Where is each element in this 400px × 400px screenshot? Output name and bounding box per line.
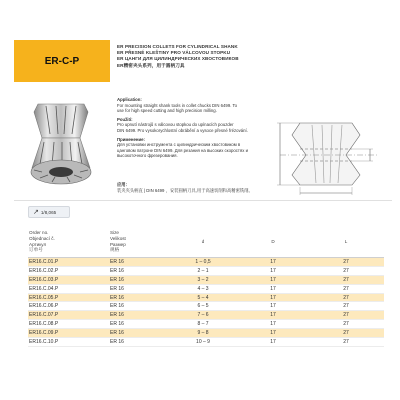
- column-header-size-cz: Velikost: [110, 235, 126, 241]
- section-divider: [14, 200, 392, 201]
- cell-D: 17: [270, 338, 276, 345]
- column-header-L: [308, 226, 384, 257]
- cell-d: 5 – 4: [197, 294, 209, 301]
- application-text-en-1: For mounting straight shank tools in collet chucks DIN 6499. To: [117, 102, 238, 108]
- product-code-title: [14, 40, 110, 82]
- table-header: [28, 226, 384, 258]
- column-header-size: [110, 226, 168, 257]
- column-header-order-en: Order no.: [29, 230, 49, 236]
- product-subtitles: [117, 44, 387, 69]
- cell-size: ER 16: [110, 321, 124, 328]
- table-row: [28, 276, 384, 285]
- application-text-en-2: use for high speed cutting and high precision milling.: [117, 108, 217, 114]
- subtitle-en: ER PRECISION COLLETS FOR CYLINDRICAL SHANK: [117, 44, 238, 49]
- cell-size: ER 16: [110, 338, 124, 345]
- product-table: [28, 226, 384, 347]
- cell-D: 17: [270, 330, 276, 337]
- cell-d: 1 – 0,5: [195, 258, 211, 265]
- cell-L: 27: [343, 330, 349, 337]
- cell-L: 27: [343, 294, 349, 301]
- cell-order: ER16.C.07.P: [29, 312, 59, 319]
- cell-L: 27: [343, 285, 349, 292]
- cell-D: 17: [270, 258, 276, 265]
- application-heading-cz: Použití:: [117, 116, 133, 122]
- cell-order: ER16.C.01.P: [29, 258, 59, 265]
- table-row: [28, 285, 384, 294]
- column-header-L-label: L: [344, 238, 348, 244]
- cell-d: 4 – 3: [197, 285, 209, 292]
- application-heading-cn: 应用：: [117, 182, 130, 187]
- collet-product-image: [12, 98, 110, 198]
- cell-size: ER 16: [110, 303, 124, 310]
- application-text-cn: 装夹夹头柄直 | DIN 6499 ，安装圆柄刀具,用于高速切削和高精密铣削。: [117, 187, 253, 193]
- cell-d: 3 – 2: [197, 276, 209, 283]
- cell-d: 7 – 6: [197, 312, 209, 319]
- column-header-size-ru: Размер: [110, 241, 126, 247]
- column-header-d-label: d: [201, 238, 205, 244]
- cell-d: 8 – 7: [197, 321, 209, 328]
- cell-L: 27: [343, 321, 349, 328]
- cell-order: ER16.C.08.P: [29, 321, 59, 328]
- table-row: [28, 311, 384, 320]
- product-code-label: ER-C-P: [44, 55, 80, 67]
- cell-d: 2 – 1: [197, 267, 209, 274]
- cell-size: ER 16: [110, 258, 124, 265]
- cell-D: 17: [270, 303, 276, 310]
- cell-L: 27: [343, 276, 349, 283]
- subtitle-cz: ER PŘESNÉ KLEŠTINY PRO VÁLCOVOU STOPKU: [117, 50, 231, 56]
- cell-size: ER 16: [110, 294, 124, 301]
- cell-d: 6 – 5: [197, 303, 209, 310]
- table-row: [28, 320, 384, 329]
- cell-L: 27: [343, 303, 349, 310]
- column-header-order-cz: Objednací č.: [29, 235, 55, 241]
- table-row: [28, 302, 384, 311]
- cell-size: ER 16: [110, 285, 124, 292]
- column-header-size-cn: 规格: [110, 247, 120, 253]
- column-header-d: [168, 226, 238, 257]
- cell-size: ER 16: [110, 330, 124, 337]
- table-row: [28, 267, 384, 276]
- column-header-order-ru: Артикул: [29, 241, 47, 247]
- subtitle-cn: ER精密夹头系列，用于圆柄刀具: [117, 62, 185, 68]
- application-heading-en: Application:: [117, 97, 142, 102]
- cell-D: 17: [270, 312, 276, 319]
- application-text-cz-1: Pro upnutí nástrojů s válcovou stopkou do upínacích pouzder: [117, 122, 234, 128]
- cell-L: 27: [343, 338, 349, 345]
- cell-d: 9 – 8: [197, 330, 209, 337]
- cell-L: 27: [343, 258, 349, 265]
- cell-size: ER 16: [110, 312, 124, 319]
- cell-L: 27: [343, 312, 349, 319]
- cell-L: 27: [343, 267, 349, 274]
- application-text-ru-1: Для установки инструмента с цилиндрическим хвостовиком в: [117, 142, 241, 148]
- application-text-ru-2: цанговом патроне DIN 6499. Для резания на высоких скоростях и: [117, 147, 248, 153]
- cell-order: ER16.C.04.P: [29, 285, 59, 292]
- table-row: [28, 329, 384, 338]
- column-header-size-en: Size: [110, 230, 119, 236]
- cell-D: 17: [270, 285, 276, 292]
- application-text-cz-2: DIN 6499. Pro vysokorychlostní obrábění a vysoce přesné frézování.: [117, 127, 248, 133]
- application-heading-ru: Применение:: [117, 136, 145, 142]
- cell-D: 17: [270, 294, 276, 301]
- collet-technical-drawing: [260, 105, 390, 195]
- cell-order: ER16.C.09.P: [29, 330, 59, 337]
- page-reference-label: 1/8,065: [40, 209, 57, 215]
- cell-d: 10 – 9: [196, 338, 210, 345]
- column-header-order-cn: 订单号: [29, 247, 43, 253]
- column-header-order: [28, 226, 110, 257]
- page-reference-badge[interactable]: [28, 206, 70, 218]
- table-row: [28, 258, 384, 267]
- cell-order: ER16.C.02.P: [29, 267, 59, 274]
- cell-D: 17: [270, 321, 276, 328]
- table-row: [28, 294, 384, 303]
- application-description: [117, 97, 267, 159]
- table-row: [28, 338, 384, 347]
- application-text-ru-3: высокоточного фрезерования.: [117, 153, 178, 159]
- column-header-D-label: D: [271, 238, 275, 244]
- cell-order: ER16.C.05.P: [29, 294, 59, 301]
- cell-size: ER 16: [110, 276, 124, 283]
- arrow-up-right-icon: ↗: [33, 208, 39, 216]
- cell-size: ER 16: [110, 267, 124, 274]
- cell-order: ER16.C.06.P: [29, 303, 59, 310]
- cell-order: ER16.C.10.P: [29, 338, 59, 345]
- cell-D: 17: [270, 267, 276, 274]
- column-header-D: [238, 226, 308, 257]
- cell-D: 17: [270, 276, 276, 283]
- cell-order: ER16.C.03.P: [29, 276, 59, 283]
- subtitle-ru: ER ЦАНГИ ДЛЯ ЦИЛИНДРИЧЕСКИХ ХВОСТОВИКОВ: [117, 56, 239, 62]
